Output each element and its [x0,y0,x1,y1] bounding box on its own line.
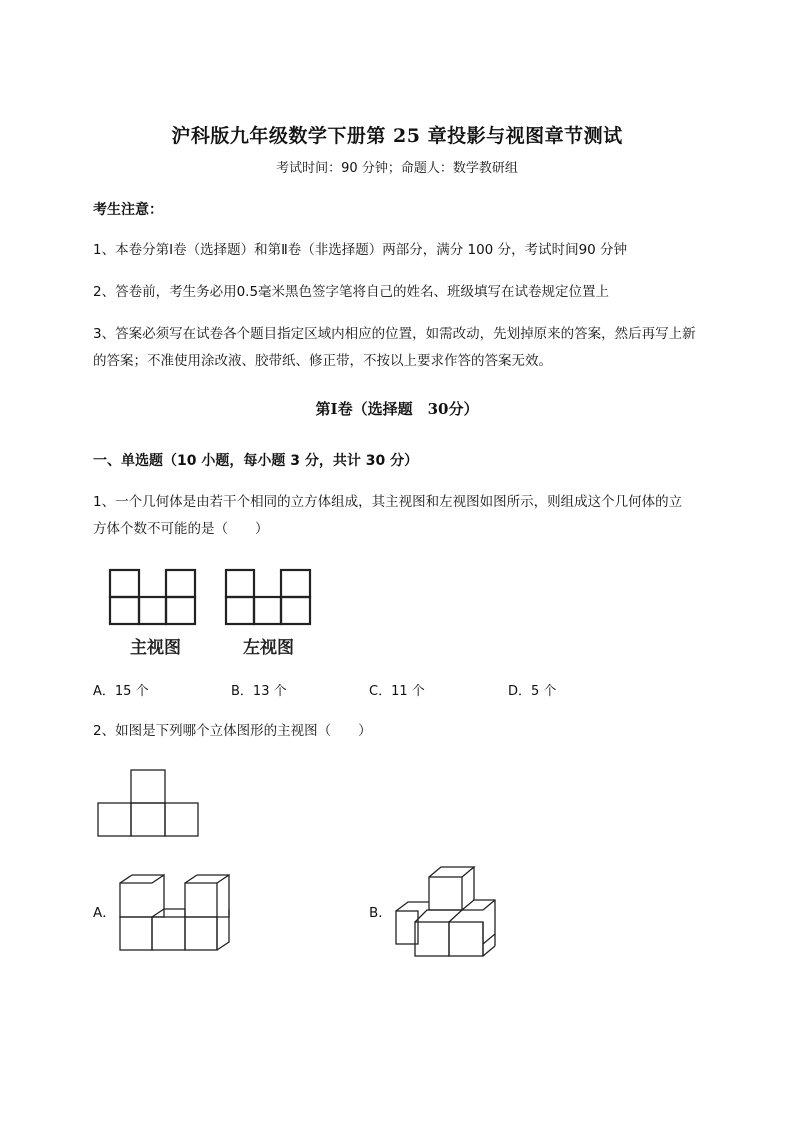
front-view-grid [110,570,195,624]
q1-option-b[interactable]: B．13 个 [231,684,287,699]
notice-item-3: 3、答案必须写在试卷各个题目指定区域内相应的位置，如需改动，先划掉原来的答案，然后再写上新 [93,326,696,342]
q1-option-d[interactable]: D．5 个 [508,684,557,699]
section-title: 第Ⅰ卷（选择题 30分） [315,400,479,418]
notice-heading: 考生注意： [93,202,163,218]
part-heading: 一、单选题（10 小题，每小题 3 分，共计 30 分） [93,453,419,469]
q2-front-view-figure [95,768,205,840]
page-title: 沪科版九年级数学下册第 25 章投影与视图章节测试 [171,125,623,147]
notice-item-2: 2、答卷前，考生务必用0.5毫米黑色签字笔将自己的姓名、班级填写在试卷规定位置上 [93,284,610,300]
exam-info: 考试时间：90 分钟；命题人：数学教研组 [276,161,518,176]
q1-stem-line-1: 1、一个几何体是由若干个相同的立方体组成，其主视图和左视图如图所示，则组成这个几何体的立 [93,494,683,510]
front-view-label: 主视图 [130,638,181,658]
q2-option-b-figure [393,864,503,959]
q2-option-b-label[interactable]: B． [369,905,392,921]
q1-views-figure [105,565,325,665]
left-view-grid [226,570,310,624]
notice-item-3-cont: 的答案；不准使用涂改液、胶带纸、修正带，不按以上要求作答的答案无效。 [93,353,552,369]
q1-option-a[interactable]: A．15 个 [93,684,149,699]
q1-stem-line-2: 方体个数不可能的是（ ） [93,521,269,537]
q2-stem: 2、如图是下列哪个立体图形的主视图（ ） [93,723,372,739]
q2-option-a-figure [117,872,237,954]
left-view-label: 左视图 [243,638,294,658]
q2-option-a-label[interactable]: A． [93,905,116,921]
q1-option-c[interactable]: C．11 个 [369,684,425,699]
notice-item-1: 1、本卷分第Ⅰ卷（选择题）和第Ⅱ卷（非选择题）两部分，满分 100 分，考试时间90 分钟 [93,242,628,258]
